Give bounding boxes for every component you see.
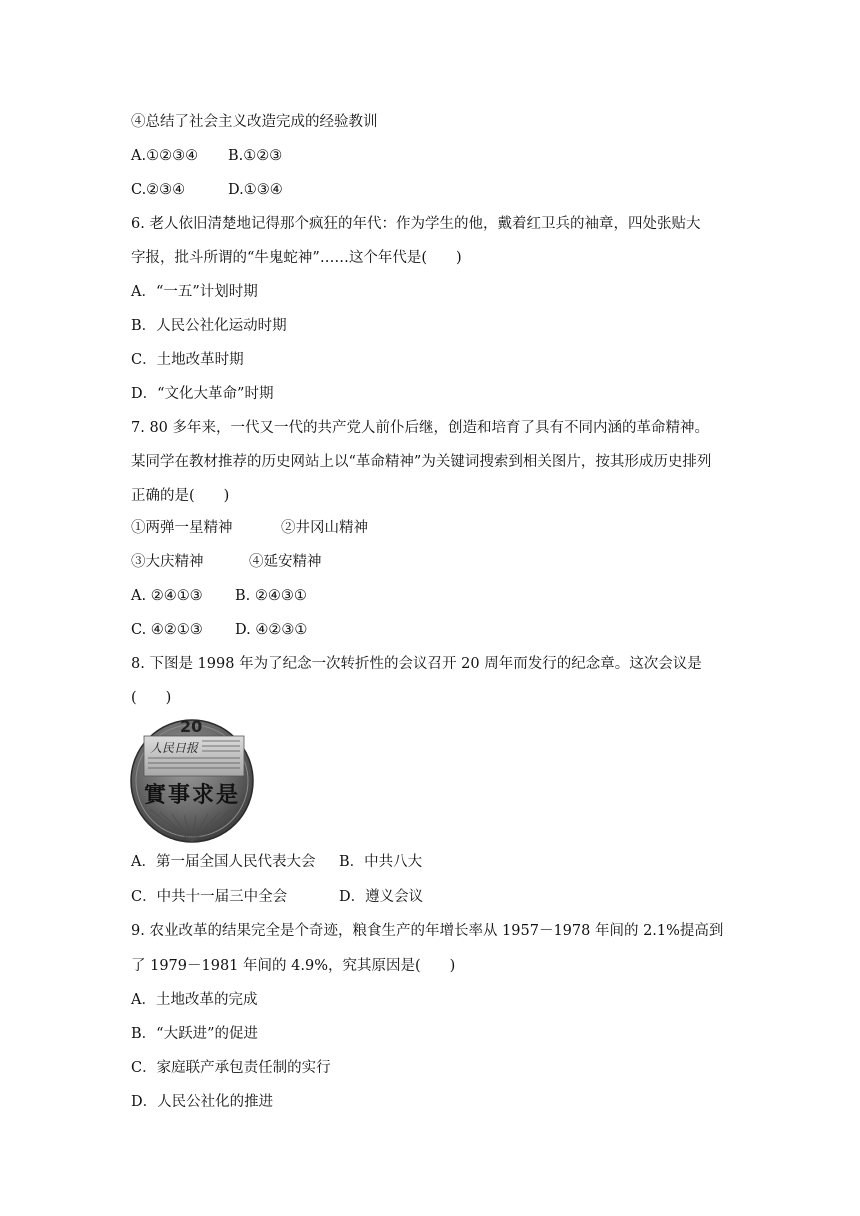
commemorative-medal-image	[130, 714, 254, 844]
q5-option-a: A.①②③④	[131, 148, 199, 164]
q7-item2: ②井冈山精神	[281, 520, 368, 536]
q5-option-c: C.②③④	[131, 182, 186, 198]
q7-option-a: A. ②④①③	[131, 588, 203, 604]
q6-stem-line2: 字报，批斗所谓的“牛鬼蛇神”……这个年代是( )	[131, 250, 462, 266]
q7-options-row2	[131, 620, 307, 640]
q7-items-row2	[131, 552, 322, 572]
q8-stem-line1: 8. 下图是 1998 年为了纪念一次转折性的会议召开 20 周年而发行的纪念章。这次会议是	[131, 656, 702, 672]
q9-option-d: D．人民公社化的推进	[131, 1094, 274, 1110]
q7-option-d: D. ④②③①	[235, 622, 308, 638]
medal-motto: 實事求是	[144, 782, 241, 808]
q7-item1: ①两弹一星精神	[131, 520, 233, 536]
q6-option-b: B．人民公社化运动时期	[131, 318, 287, 334]
q9-option-a: A．土地改革的完成	[131, 992, 258, 1008]
q5-options-row1	[131, 146, 282, 166]
q9-stem-line1: 9. 农业改革的结果完全是个奇迹，粮食生产的年增长率从 1957－1978 年间的 2.1%提高到	[131, 923, 724, 939]
q7-option-c: C. ④②①③	[131, 622, 203, 638]
q7-options-row1	[131, 586, 307, 606]
q9-stem-line2: 了 1979－1981 年间的 4.9%，究其原因是( )	[131, 958, 456, 974]
q9-option-c: C．家庭联产承包责任制的实行	[131, 1060, 331, 1076]
q9-option-b: B．“大跃进”的促进	[131, 1026, 258, 1042]
medal-number: 20	[180, 717, 203, 736]
q8-option-d: D．遵义会议	[339, 889, 424, 905]
medal-masthead: 人民日报	[150, 741, 199, 755]
q5-option-b: B.①②③	[228, 148, 283, 164]
q6-option-c: C．土地改革时期	[131, 352, 244, 368]
q7-item3: ③大庆精神	[131, 554, 204, 570]
q5-options-row2	[131, 180, 283, 200]
q6-stem-line1: 6. 老人依旧清楚地记得那个疯狂的年代：作为学生的他，戴着红卫兵的袖章，四处张贴大	[131, 216, 701, 232]
q6-option-d: D．“文化大革命”时期	[131, 386, 274, 402]
q7-option-b: B. ②④③①	[235, 588, 307, 604]
q6-option-a: A．“一五”计划时期	[131, 284, 258, 300]
q7-stem-line3: 正确的是( )	[131, 488, 230, 504]
q8-options-row2	[131, 887, 423, 907]
q8-options-row1	[131, 852, 422, 872]
q5-item4: ④总结了社会主义改造完成的经验教训	[131, 114, 378, 130]
q7-items-row1	[131, 518, 368, 538]
q7-stem-line1: 7. 80 多年来，一代又一代的共产党人前仆后继，创造和培育了具有不同内涵的革命精神。	[131, 420, 709, 436]
q8-option-b: B．中共八大	[339, 854, 423, 870]
q8-option-a: A．第一届全国人民代表大会	[131, 854, 316, 870]
q8-stem-line2: ( )	[131, 690, 172, 706]
q5-option-d: D.①③④	[228, 182, 283, 198]
q7-item4: ④延安精神	[249, 554, 322, 570]
q8-option-c: C．中共十一届三中全会	[131, 889, 288, 905]
q7-stem-line2: 某同学在教材推荐的历史网站上以“革命精神”为关键词搜索到相关图片，按其形成历史排列	[131, 454, 712, 470]
